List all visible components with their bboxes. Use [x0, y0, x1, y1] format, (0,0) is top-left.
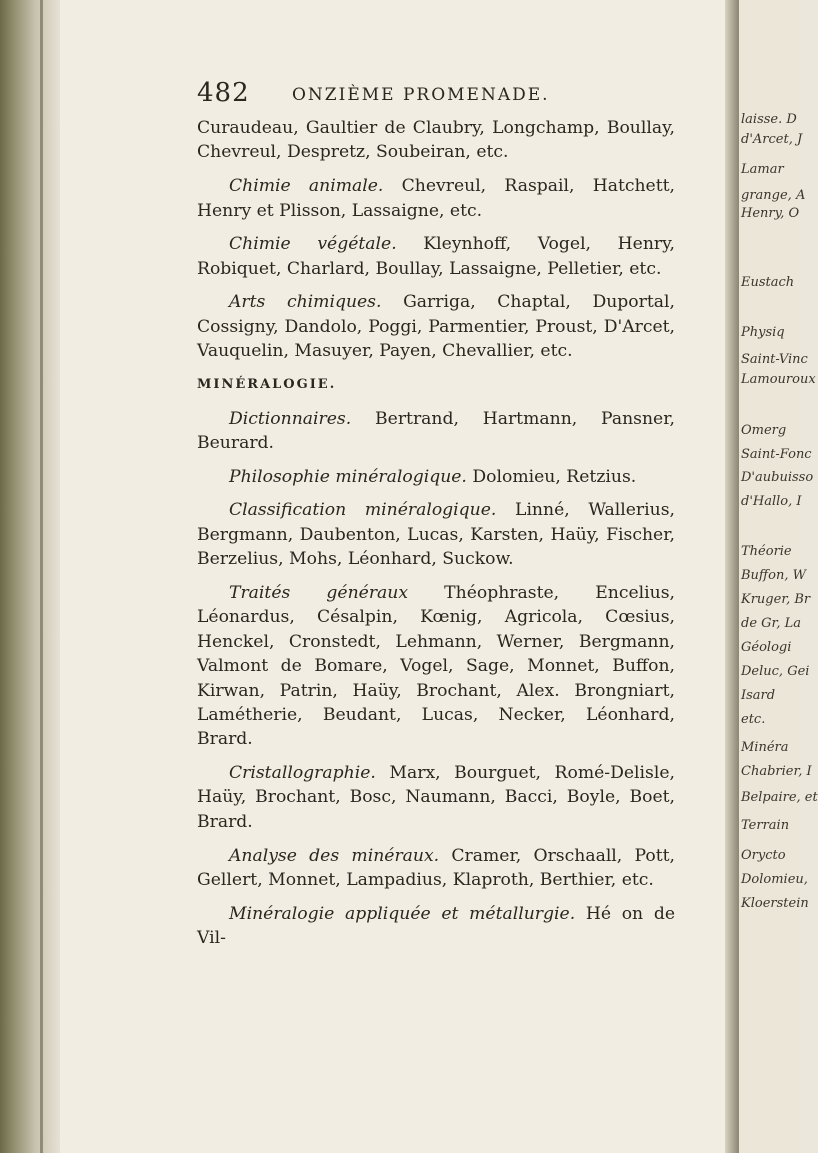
facing-fragment: Minéra [741, 740, 789, 755]
entry-paragraph [197, 174, 675, 223]
gutter-shadow [40, 0, 43, 1153]
entry-paragraph [197, 902, 675, 951]
entry-text: Dolomieu, Retzius. [466, 466, 637, 487]
entry-text: Marx, Bourguet, Romé-Delisle, Haüy, Brochant, Bosc, Naumann, Bacci, Boyle, Boet, Brard. [197, 763, 675, 832]
facing-fragment: d'Arcet, J [741, 132, 803, 147]
entry-term: Minéralogie appliquée et métallurgie. [229, 903, 576, 924]
facing-fragment: grange, A [741, 188, 806, 203]
body-text [197, 116, 675, 960]
facing-fragment: Eustach [741, 275, 795, 290]
entry-text: Hé on de Vil- [197, 903, 675, 949]
book-spine [725, 0, 739, 1153]
entry-paragraph [197, 761, 675, 834]
entry-paragraph [197, 581, 675, 752]
facing-fragment: Terrain [741, 818, 790, 833]
entry-text: Théophraste, Encelius, Léonardus, Césalpin, Kœnig, Agricola, Cœsius, Henckel, Cronstedt, Lehmann, Werner, Bergmann, Valmont de Bomare, Vogel, Sage, Monnet, Buffon, Kirwan, Patrin, Haüy, Brochant, Alex. Brongniart, Lamétherie, Beudant, Lucas, Necker, Léonhard, Brard. [197, 582, 675, 750]
facing-fragment: Kruger, Br [741, 592, 811, 607]
facing-fragment: Omerg [741, 423, 787, 438]
intro-paragraph: Curaudeau, Gaultier de Claubry, Longchamp, Boullay, Chevreul, Despretz, Soubeiran, etc. [197, 118, 675, 163]
facing-fragment: Géologi [741, 640, 792, 655]
running-title: ONZIÈME PROMENADE. [292, 85, 550, 105]
facing-fragment: D'aubuisso [741, 470, 814, 485]
entry-text: Bertrand, Hartmann, Pansner, Beurard. [197, 408, 675, 453]
facing-fragment: de Gr, La [741, 616, 801, 631]
entry-text: Garriga, Chaptal, Duportal, Cossigny, Dandolo, Poggi, Parmentier, Proust, D'Arcet, Vauquelin, Masuyer, Payen, Chevallier, etc. [197, 292, 675, 362]
facing-fragment: Belpaire, et [741, 790, 818, 805]
entry-text: Linné, Wallerius, Bergmann, Daubenton, Lucas, Karsten, Haüy, Fischer, Berzelius, Mohs, Léonhard, Suckow. [197, 500, 675, 570]
entry-paragraph [197, 290, 675, 363]
entry-term: Analyse des minéraux. [229, 845, 440, 866]
binding-gutter [0, 0, 60, 1153]
facing-fragment: Henry, O [741, 206, 800, 221]
entry-paragraph [197, 232, 675, 281]
facing-fragment: laisse. D [741, 112, 797, 127]
facing-fragment: d'Hallo, I [741, 494, 802, 509]
facing-fragment: Chabrier, I [741, 764, 812, 779]
page-header [197, 78, 667, 114]
facing-fragment: Buffon, W [741, 568, 806, 583]
facing-fragment: Lamouroux [741, 372, 816, 387]
entry-text: Chevreul, Raspail, Hatchett, Henry et Plisson, Lassaigne, etc. [197, 176, 675, 221]
facing-fragment: Saint-Vinc [741, 352, 808, 367]
facing-fragment: Saint-Fonc [741, 447, 812, 462]
entry-term: Dictionnaires. [229, 408, 352, 429]
entry-term: Philosophie minéralogique. [229, 466, 467, 487]
entry-term: Cristallographie. [229, 763, 376, 784]
facing-page [739, 0, 818, 1153]
entry-term: Classification minéralogique. [229, 500, 497, 521]
entry-paragraph [197, 498, 675, 571]
entry-paragraph [197, 465, 675, 489]
entry-paragraph [197, 407, 675, 456]
facing-fragment: Isard [741, 688, 776, 703]
entry-paragraph [197, 844, 675, 893]
entry-term: Arts chimiques. [229, 292, 382, 313]
section-heading: MINÉRALOGIE. [197, 376, 337, 392]
entry-term: Traités généraux [229, 582, 409, 603]
entry-text: Cramer, Orschaall, Pott, Gellert, Monnet, Lampadius, Klaproth, Berthier, etc. [197, 845, 676, 890]
facing-fragment: etc. [741, 712, 766, 727]
facing-fragment: Physiq [741, 325, 785, 340]
facing-fragment: Orycto [741, 848, 786, 863]
facing-fragment: Théorie [741, 544, 792, 559]
facing-fragment: Kloerstein [741, 896, 809, 911]
facing-fragment: Lamar [741, 162, 784, 177]
page-number: 482 [197, 78, 250, 108]
entry-term: Chimie végétale. [229, 234, 397, 255]
facing-fragment: Deluc, Gei [741, 664, 810, 679]
facing-fragment: Dolomieu, [741, 872, 808, 887]
entry-text: Kleynhoff, Vogel, Henry, Robiquet, Charlard, Boullay, Lassaigne, Pelletier, etc. [197, 234, 675, 279]
entry-term: Chimie animale. [229, 176, 384, 197]
